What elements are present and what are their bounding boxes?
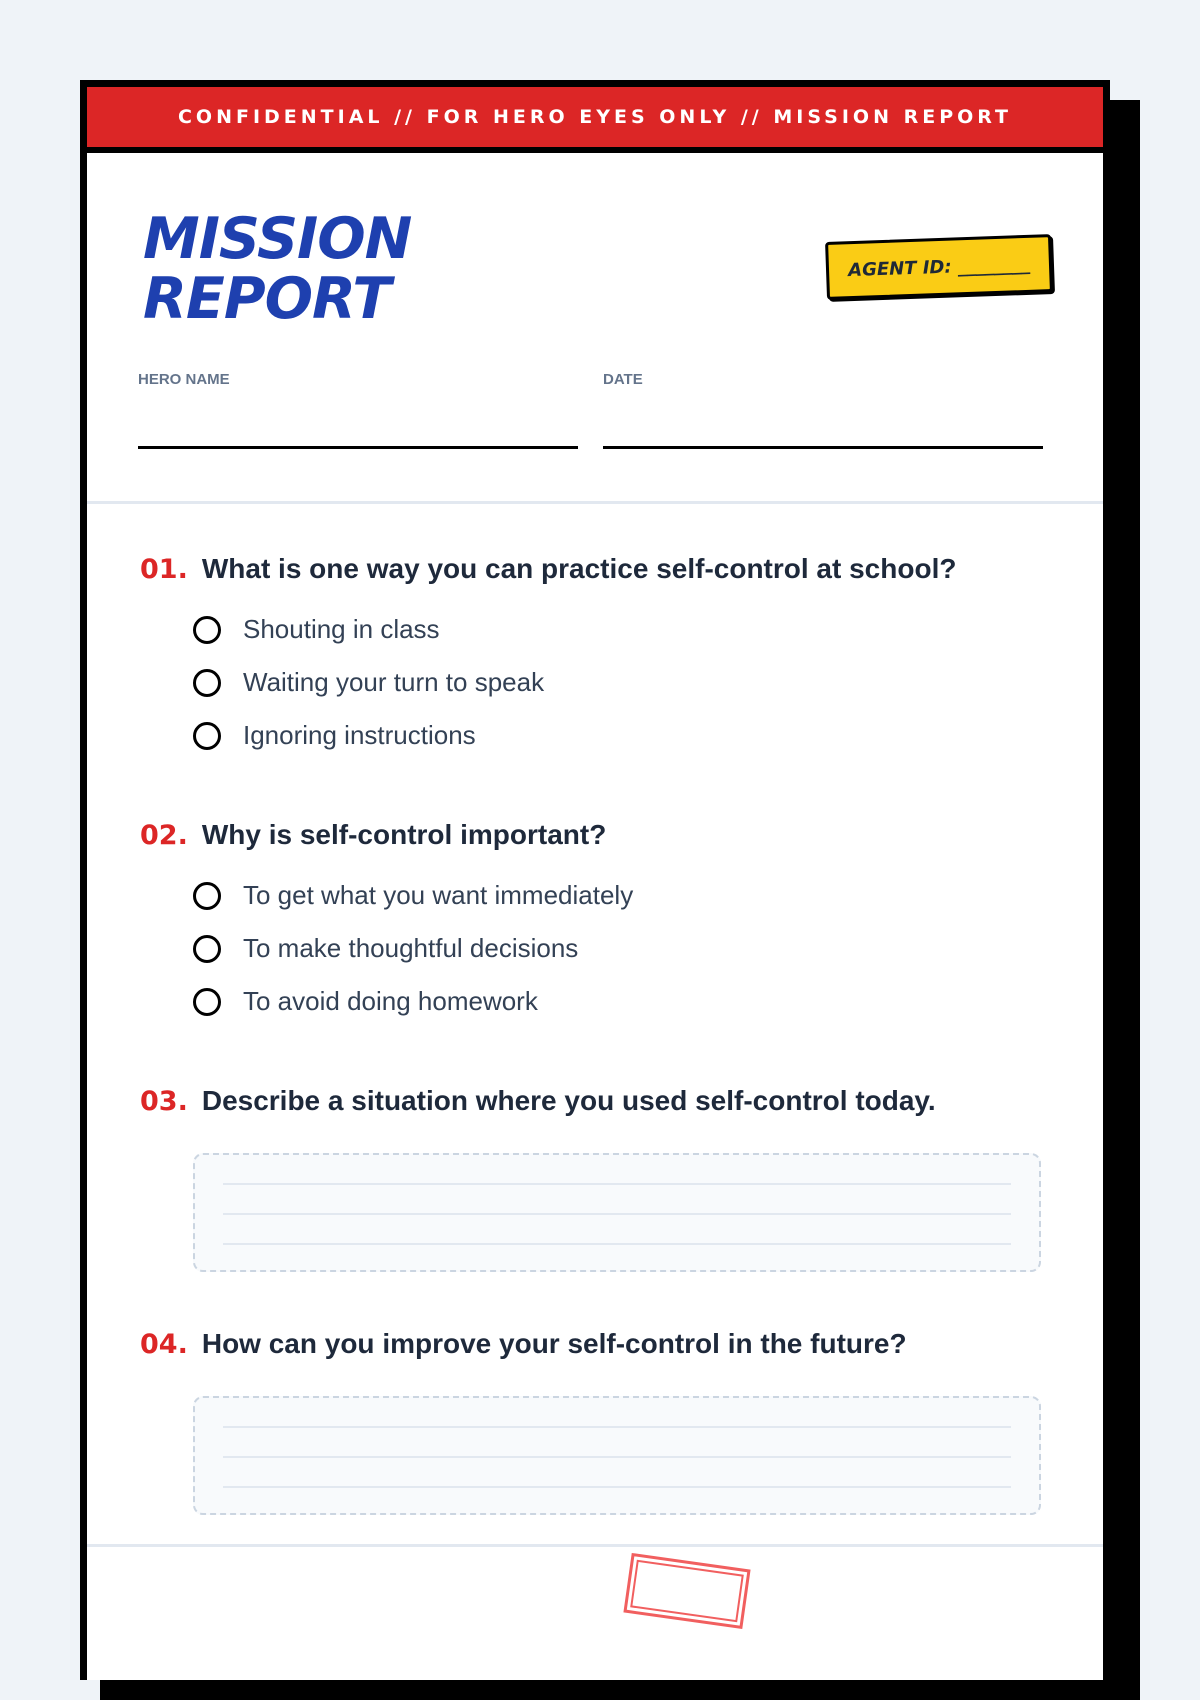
answer-line — [223, 1456, 1011, 1458]
answer-line — [223, 1183, 1011, 1185]
agent-id-badge: AGENT ID: ________ — [825, 234, 1053, 300]
option-item[interactable] — [193, 709, 956, 762]
option-list — [193, 869, 633, 1028]
title-line-2: REPORT — [143, 266, 391, 332]
answer-line — [223, 1486, 1011, 1488]
answer-box-4[interactable] — [193, 1396, 1041, 1515]
answer-box-3[interactable] — [193, 1153, 1041, 1272]
page-title — [143, 206, 412, 332]
question-number: 02. — [140, 820, 188, 851]
question-2 — [140, 819, 633, 1028]
option-label: To avoid doing homework — [243, 986, 538, 1016]
radio-circle-icon[interactable] — [193, 935, 221, 963]
radio-circle-icon[interactable] — [193, 882, 221, 910]
question-3 — [140, 1085, 936, 1117]
option-label: Ignoring instructions — [243, 720, 476, 750]
report-header — [87, 153, 1103, 501]
question-text: Describe a situation where you used self-control today. — [201, 1085, 936, 1116]
date-label: DATE — [603, 371, 643, 388]
title-line-1: MISSION — [143, 206, 412, 272]
option-label: Shouting in class — [243, 614, 440, 644]
question-number: 04. — [140, 1329, 188, 1360]
radio-circle-icon[interactable] — [193, 988, 221, 1016]
option-item[interactable] — [193, 975, 633, 1028]
option-label: To make thoughtful decisions — [243, 933, 579, 963]
radio-circle-icon[interactable] — [193, 616, 221, 644]
option-label: To get what you want immediately — [243, 880, 634, 910]
header-divider — [87, 501, 1103, 504]
option-item[interactable] — [193, 922, 633, 975]
option-item[interactable] — [193, 869, 633, 922]
answer-line — [223, 1243, 1011, 1245]
option-item[interactable] — [193, 656, 956, 709]
answer-line — [223, 1213, 1011, 1215]
question-text: How can you improve your self-control in the future? — [201, 1328, 907, 1359]
question-number: 01. — [140, 554, 188, 585]
option-item[interactable] — [193, 603, 956, 656]
stamp-icon — [623, 1553, 750, 1629]
question-number: 03. — [140, 1086, 188, 1117]
question-4 — [140, 1328, 907, 1360]
option-list — [193, 603, 956, 762]
footer-divider — [87, 1544, 1103, 1547]
radio-circle-icon[interactable] — [193, 722, 221, 750]
answer-line — [223, 1426, 1011, 1428]
hero-name-label: HERO NAME — [138, 371, 230, 388]
option-label: Waiting your turn to speak — [243, 667, 545, 697]
hero-name-field[interactable] — [138, 446, 578, 449]
question-text: What is one way you can practice self-control at school? — [201, 553, 957, 584]
date-field[interactable] — [603, 446, 1043, 449]
question-text: Why is self-control important? — [201, 819, 607, 850]
mission-report-card — [80, 80, 1110, 1680]
question-1 — [140, 553, 956, 762]
radio-circle-icon[interactable] — [193, 669, 221, 697]
confidential-banner: CONFIDENTIAL // FOR HERO EYES ONLY // MISSION REPORT — [87, 87, 1103, 153]
